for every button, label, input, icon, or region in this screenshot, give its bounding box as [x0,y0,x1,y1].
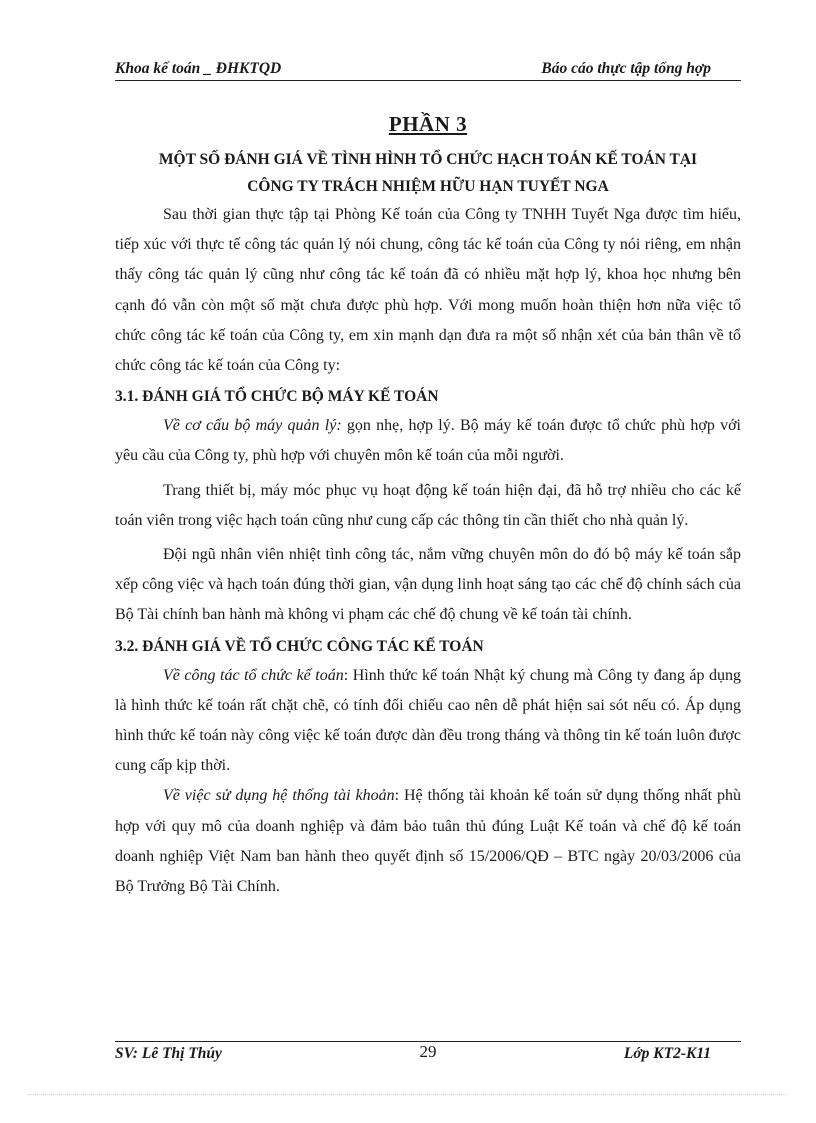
section-heading-3-2: 3.2. ĐÁNH GIÁ VỀ TỔ CHỨC CÔNG TÁC KẾ TOÁN [115,637,484,655]
chapter-title-line-2: CÔNG TY TRÁCH NHIỆM HỮU HẠN TUYẾT NGA [247,178,609,195]
section2-paragraph-2 [115,781,741,902]
section1-paragraph-1 [115,411,741,471]
section1-paragraph-1-lead: Về cơ cấu bộ máy quản lý: [163,417,342,435]
page-footer [115,1041,741,1067]
section1-paragraph-3: Đội ngũ nhân viên nhiệt tình công tác, nắm vững chuyên môn do đó bộ máy kế toán sắp xếp công việc và hạch toán đúng thời gian, vận dụng linh hoạt sáng tạo các chế độ chính sách của Bộ Tài chính ban hành mà không vi phạm các chế độ chung về kế toán tài chính. [115,546,741,624]
part-title: PHẦN 3 [388,112,468,136]
section2-paragraph-2-lead: Về việc sử dụng hệ thống tài khoản [163,787,395,805]
header-left: Khoa kế toán _ ĐHKTQD [115,60,282,77]
footer-class: Lớp KT2-K11 [623,1045,711,1062]
section1-paragraph-1-text: gọn nhẹ, hợp lý. Bộ máy kế toán được tổ chức phù hợp với yêu cầu của Công ty, phù hợp với chuyên môn kế toán của mỗi người. [115,417,742,465]
page-header [115,56,741,80]
page-number: 29 [419,1042,437,1061]
page-body [115,112,741,902]
section2-paragraph-2-text: : Hệ thống tài khoản kế toán sử dụng thống nhất phù hợp với quy mô của doanh nghiệp và đảm bảo tuân thủ đúng Luật Kế toán và chế độ kế toán doanh nghiệp Việt Nam ban hành theo quyết định số 15/2006/QĐ – BTC ngày 20/03/2006 của Bộ Trưởng Bộ Tài Chính. [115,787,741,896]
footer-student: SV: Lê Thị Thúy [115,1045,222,1062]
page-edge-dotted-line [28,1094,788,1095]
chapter-title-line-1: MỘT SỐ ĐÁNH GIÁ VỀ TÌNH HÌNH TỔ CHỨC HẠCH TOÁN KẾ TOÁN TẠI [158,151,698,168]
header-rule [115,80,741,81]
header-right: Báo cáo thực tập tổng hợp [541,60,711,77]
section2-paragraph-1-lead: Về công tác tổ chức kế toán [163,666,344,684]
section2-paragraph-1-text: : Hình thức kế toán Nhật ký chung mà Công ty đang áp dụng là hình thức kế toán rất chặt chẽ, có tính đối chiếu cao nên dễ phát hiện sai sót nếu có. Áp dụng hình thức kế toán này công việc kế toán được dàn đều trong tháng và thông tin kế toán luôn được cung cấp kịp thời. [115,666,742,775]
section1-paragraph-2: Trang thiết bị, máy móc phục vụ hoạt động kế toán hiện đại, đã hỗ trợ nhiều cho các kế toán viên trong việc hạch toán cũng như cung cấp các thông tin cần thiết cho nhà quản lý. [115,481,741,529]
section-heading-3-1: 3.1. ĐÁNH GIÁ TỔ CHỨC BỘ MÁY KẾ TOÁN [115,388,439,406]
section2-paragraph-1 [115,661,741,782]
intro-paragraph: Sau thời gian thực tập tại Phòng Kế toán của Công ty TNHH Tuyết Nga được tìm hiểu, tiếp xúc với thực tế công tác quản lý nói chung, công tác kế toán của Công ty nói riêng, em nhận thấy công tác quản lý cũng như công tác kế toán đã có nhiều mặt hợp lý, khoa học nhưng bên cạnh đó vẫn còn một số mặt chưa được phù hợp. Với mong muốn hoàn thiện hơn nữa việc tổ chức công tác kế toán của Công ty, em xin mạnh dạn đưa ra một số nhận xét của bản thân về tổ chức công tác kế toán của Công ty: [115,206,741,375]
